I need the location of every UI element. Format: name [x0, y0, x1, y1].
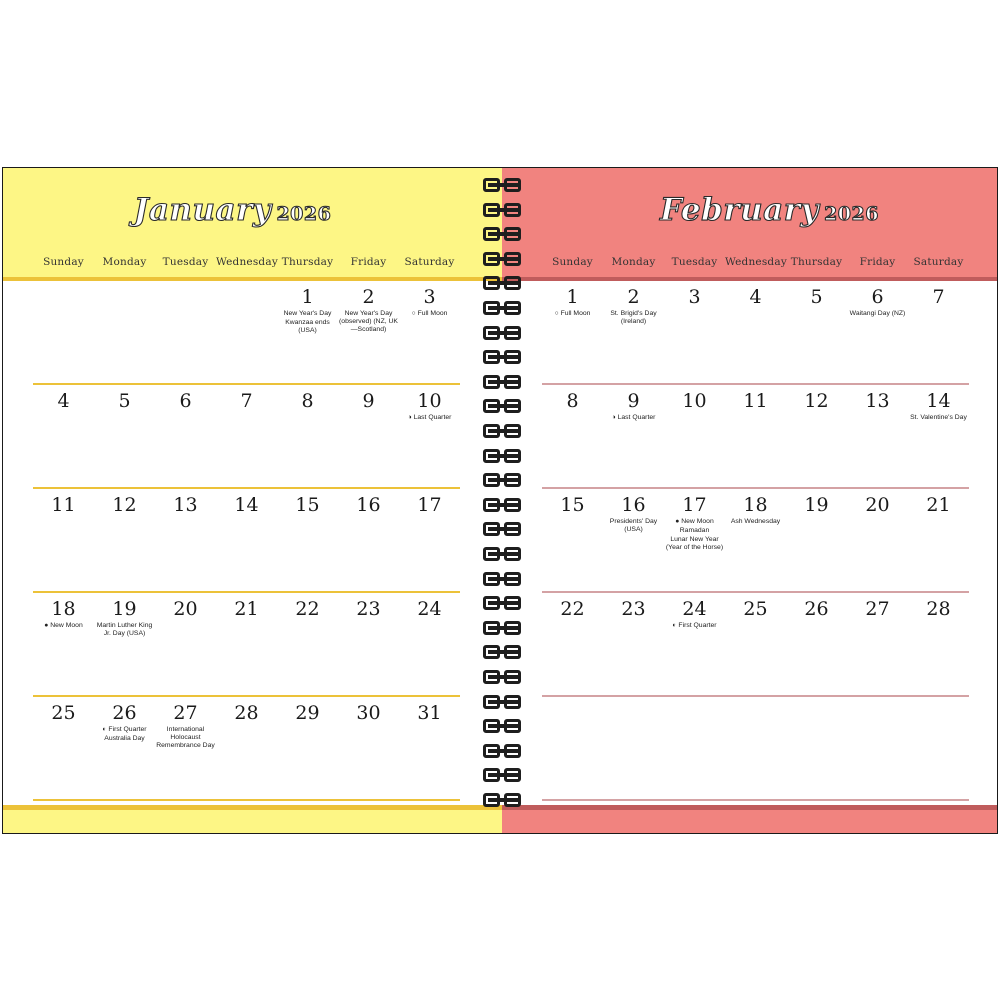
day-cell: [786, 281, 847, 385]
day-cell: [155, 697, 216, 801]
day-number: 25: [743, 598, 768, 620]
day-number: 9: [362, 390, 375, 412]
day-cell: [786, 697, 847, 801]
day-number: 26: [112, 702, 137, 724]
month-year: 2026: [824, 203, 879, 225]
day-number: 30: [356, 702, 381, 724]
weekday-label: Sunday: [552, 256, 593, 268]
weekday-label: Thursday: [790, 256, 843, 268]
week-row: [33, 281, 460, 385]
spiral-coil-icon: [479, 645, 527, 659]
day-cell: [155, 593, 216, 697]
week-row: [542, 385, 969, 489]
day-cell: [542, 593, 603, 697]
day-number: 2: [627, 286, 640, 308]
day-note: ◐ First Quarter: [672, 622, 717, 629]
day-number: 20: [865, 494, 890, 516]
day-number: 13: [865, 390, 890, 412]
weekday-label: Wednesday: [725, 256, 787, 268]
day-cell: [338, 281, 399, 385]
day-number: 12: [804, 390, 829, 412]
day-number: 10: [417, 390, 442, 412]
spiral-coil-icon: [479, 719, 527, 733]
day-number: 13: [173, 494, 198, 516]
day-cell: [399, 281, 460, 385]
day-cell: [786, 593, 847, 697]
day-number: 12: [112, 494, 137, 516]
calendar-grid: [542, 281, 969, 801]
day-cell: [277, 385, 338, 489]
day-number: 8: [566, 390, 579, 412]
spiral-coil-icon: [479, 252, 527, 266]
day-number: 27: [865, 598, 890, 620]
calendar-grid: [33, 281, 460, 801]
day-cell: [603, 593, 664, 697]
day-number: 22: [295, 598, 320, 620]
spiral-coil-icon: [479, 744, 527, 758]
month-year: 2026: [276, 203, 332, 225]
day-cell: [542, 385, 603, 489]
week-row: [542, 697, 969, 801]
day-note: Martin Luther King Jr. Day (USA): [96, 622, 153, 637]
day-number: 3: [423, 286, 436, 308]
day-cell: [33, 281, 94, 385]
day-cell: [664, 697, 725, 801]
day-number: 23: [356, 598, 381, 620]
day-number: 5: [810, 286, 823, 308]
day-cell: [542, 489, 603, 593]
spiral-coil-icon: [479, 670, 527, 684]
weekday-label: Monday: [611, 256, 656, 268]
day-number: 7: [932, 286, 945, 308]
month-title: [542, 192, 997, 228]
day-number: 26: [804, 598, 829, 620]
day-number: 18: [51, 598, 76, 620]
day-cell: [338, 385, 399, 489]
spiral-coil-icon: [479, 326, 527, 340]
footer-rule: [502, 805, 997, 810]
day-cell: [94, 593, 155, 697]
week-row: [33, 697, 460, 801]
spiral-coil-icon: [479, 449, 527, 463]
day-cell: [33, 385, 94, 489]
day-note: Waitangi Day (NZ): [849, 310, 906, 317]
day-number: 6: [871, 286, 884, 308]
spiral-coil-icon: [479, 572, 527, 586]
day-number: 9: [627, 390, 640, 412]
day-cell: [664, 281, 725, 385]
day-note: ◑ Last Quarter: [407, 414, 452, 421]
day-note: Ramadan: [679, 527, 710, 534]
day-cell: [94, 489, 155, 593]
spiral-coil-icon: [479, 178, 527, 192]
day-cell: [277, 489, 338, 593]
day-note: New Year's Day: [283, 310, 332, 317]
day-cell: [277, 697, 338, 801]
week-rule: [33, 799, 460, 801]
day-number: 15: [295, 494, 320, 516]
day-cell: [664, 489, 725, 593]
day-cell: [847, 385, 908, 489]
day-cell: [908, 593, 969, 697]
weekday-label: Thursday: [281, 256, 334, 268]
weekday-header-row: [33, 256, 460, 272]
day-number: 14: [926, 390, 951, 412]
day-cell: [908, 385, 969, 489]
spiral-coil-icon: [479, 768, 527, 782]
planner-spread: [2, 167, 998, 834]
day-number: 11: [743, 390, 768, 412]
weekday-label: Tuesday: [671, 256, 718, 268]
day-cell: [908, 281, 969, 385]
spiral-coil-icon: [479, 203, 527, 217]
day-number: 11: [51, 494, 76, 516]
day-cell: [603, 697, 664, 801]
day-number: 31: [417, 702, 442, 724]
day-note: ◑ Last Quarter: [611, 414, 656, 421]
weekday-label: Friday: [859, 256, 896, 268]
weekday-label: Saturday: [404, 256, 455, 268]
day-cell: [664, 593, 725, 697]
week-row: [33, 385, 460, 489]
day-number: 28: [234, 702, 259, 724]
day-number: 19: [112, 598, 137, 620]
week-row: [33, 489, 460, 593]
january-header: [3, 168, 502, 281]
day-note: Australia Day: [104, 735, 145, 742]
day-cell: [277, 593, 338, 697]
weekday-label: Saturday: [913, 256, 964, 268]
day-number: 17: [417, 494, 442, 516]
weekday-label: Monday: [102, 256, 147, 268]
page-footer: [502, 805, 997, 833]
day-cell: [725, 385, 786, 489]
spiral-coil-icon: [479, 621, 527, 635]
day-number: 3: [688, 286, 701, 308]
day-cell: [33, 489, 94, 593]
day-number: 19: [804, 494, 829, 516]
day-note: Lunar New Year (Year of the Horse): [665, 536, 724, 551]
day-cell: [338, 593, 399, 697]
month-name: February: [660, 192, 820, 228]
spiral-coil-icon: [479, 301, 527, 315]
spiral-binding: [479, 178, 527, 818]
day-cell: [603, 385, 664, 489]
day-note: Ash Wednesday: [730, 518, 781, 525]
day-cell: [94, 697, 155, 801]
day-number: 14: [234, 494, 259, 516]
day-number: 6: [179, 390, 192, 412]
day-cell: [94, 385, 155, 489]
day-cell: [338, 489, 399, 593]
day-cell: [542, 697, 603, 801]
day-number: 25: [51, 702, 76, 724]
day-number: 1: [301, 286, 314, 308]
spiral-coil-icon: [479, 399, 527, 413]
day-note: ○ Full Moon: [554, 310, 591, 317]
day-cell: [33, 593, 94, 697]
february-header: [502, 168, 997, 281]
day-cell: [786, 489, 847, 593]
day-cell: [603, 489, 664, 593]
day-cell: [399, 593, 460, 697]
day-number: 24: [682, 598, 707, 620]
day-cell: [908, 489, 969, 593]
day-cell: [664, 385, 725, 489]
day-note: Kwanzaa ends (USA): [285, 319, 330, 334]
day-cell: [155, 281, 216, 385]
january-page: [3, 168, 502, 833]
spiral-coil-icon: [479, 227, 527, 241]
day-number: 5: [118, 390, 131, 412]
day-cell: [216, 281, 277, 385]
week-rule: [542, 799, 969, 801]
day-number: 22: [560, 598, 585, 620]
weekday-header-row: [542, 256, 969, 272]
day-cell: [94, 281, 155, 385]
page-footer: [3, 805, 502, 833]
day-cell: [216, 697, 277, 801]
day-number: 18: [743, 494, 768, 516]
day-note: ● New Moon: [44, 622, 83, 629]
day-cell: [155, 385, 216, 489]
day-cell: [216, 593, 277, 697]
day-number: 24: [417, 598, 442, 620]
day-cell: [399, 489, 460, 593]
day-cell: [847, 697, 908, 801]
day-cell: [399, 385, 460, 489]
week-row: [542, 281, 969, 385]
spiral-coil-icon: [479, 793, 527, 807]
spiral-coil-icon: [479, 375, 527, 389]
day-cell: [786, 385, 847, 489]
day-number: 2: [362, 286, 375, 308]
footer-rule: [3, 805, 502, 810]
day-note: Presidents' Day (USA): [609, 518, 658, 533]
day-cell: [216, 385, 277, 489]
day-note: ○ Full Moon: [411, 310, 448, 317]
day-number: 4: [57, 390, 70, 412]
day-number: 10: [682, 390, 707, 412]
day-cell: [216, 489, 277, 593]
week-row: [542, 489, 969, 593]
day-cell: [542, 281, 603, 385]
weekday-label: Tuesday: [162, 256, 209, 268]
day-cell: [725, 697, 786, 801]
day-cell: [908, 697, 969, 801]
weekday-label: Sunday: [43, 256, 84, 268]
day-number: 23: [621, 598, 646, 620]
day-note: International Holocaust Remembrance Day: [156, 726, 215, 749]
day-cell: [847, 593, 908, 697]
february-page: [502, 168, 997, 833]
day-number: 8: [301, 390, 314, 412]
day-cell: [33, 697, 94, 801]
week-row: [33, 593, 460, 697]
day-note: New Year's Day (observed) (NZ, UK—Scotland): [339, 310, 398, 333]
spiral-coil-icon: [479, 350, 527, 364]
spiral-coil-icon: [479, 522, 527, 536]
day-note: ◐ First Quarter: [102, 726, 147, 733]
day-number: 21: [926, 494, 951, 516]
day-number: 27: [173, 702, 198, 724]
day-note: St. Valentine's Day: [910, 414, 967, 421]
day-cell: [847, 281, 908, 385]
day-number: 15: [560, 494, 585, 516]
day-cell: [155, 489, 216, 593]
day-number: 16: [356, 494, 381, 516]
day-number: 1: [566, 286, 579, 308]
day-number: 29: [295, 702, 320, 724]
day-number: 20: [173, 598, 198, 620]
spiral-coil-icon: [479, 695, 527, 709]
weekday-label: Wednesday: [216, 256, 278, 268]
spiral-coil-icon: [479, 596, 527, 610]
day-cell: [847, 489, 908, 593]
week-row: [542, 593, 969, 697]
day-number: 4: [749, 286, 762, 308]
day-number: 7: [240, 390, 253, 412]
month-name: January: [133, 192, 272, 228]
month-title: [3, 192, 462, 228]
weekday-label: Friday: [350, 256, 387, 268]
day-number: 21: [234, 598, 259, 620]
spiral-coil-icon: [479, 473, 527, 487]
day-note: St. Brigid's Day (Ireland): [610, 310, 657, 325]
spiral-coil-icon: [479, 498, 527, 512]
day-cell: [725, 593, 786, 697]
spiral-coil-icon: [479, 276, 527, 290]
spiral-coil-icon: [479, 547, 527, 561]
day-cell: [338, 697, 399, 801]
day-number: 17: [682, 494, 707, 516]
spiral-coil-icon: [479, 424, 527, 438]
day-cell: [725, 281, 786, 385]
day-number: 16: [621, 494, 646, 516]
day-cell: [725, 489, 786, 593]
day-note: ● New Moon: [675, 518, 714, 525]
day-cell: [399, 697, 460, 801]
day-number: 28: [926, 598, 951, 620]
day-cell: [603, 281, 664, 385]
day-cell: [277, 281, 338, 385]
